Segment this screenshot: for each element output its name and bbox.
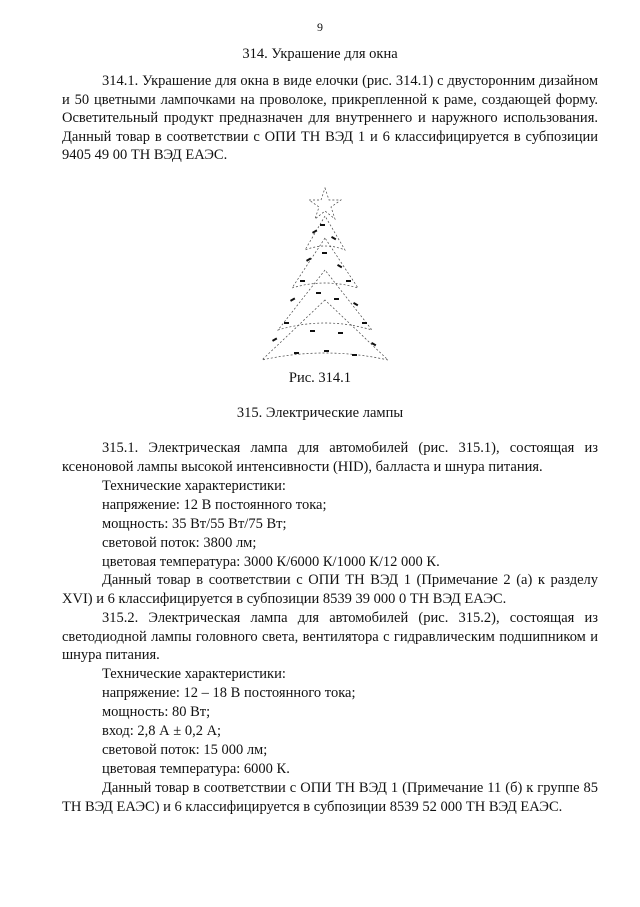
spec-1-voltage: напряжение: 12 В постоянного тока; xyxy=(102,497,327,513)
figure-caption-314-1: Рис. 314.1 xyxy=(288,370,352,386)
specs-1-title: Технические характеристики: xyxy=(102,478,286,494)
spec-1-color-temperature: цветовая температура: 3000 К/6000 К/1000 К/12 000 К. xyxy=(102,554,440,570)
paragraph-315-2: 315.2. Электрическая лампа для автомобилей (рис. 315.2), состоящая из светодиодной лампы головного света, вентилятора с гидравлическим подшипником и шнура питания. xyxy=(62,610,598,664)
specs-2-title: Технические характеристики: xyxy=(102,666,286,682)
spec-2-power: мощность: 80 Вт; xyxy=(102,704,211,720)
paragraph-315-1: 315.1. Электрическая лампа для автомобилей (рис. 315.1), состоящая из ксеноновой лампы высокой интенсивности (HID), балласта и шнура питания. xyxy=(62,440,598,475)
spec-2-color-temperature: цветовая температура: 6000 К. xyxy=(102,761,290,777)
section-315-heading: 315. Электрические лампы xyxy=(236,405,404,421)
paragraph-314-1: 314.1. Украшение для окна в виде елочки (рис. 314.1) с двусторонним дизайном и 50 цветными лампочками на проволоке, прикрепленной к раме, создающей форму. Осветительный продукт предназначен для внутреннего и наружного использования. Данный товар в соответствии с ОПИ ТН ВЭД 1 и 6 классифицируется в субпозиции 9405 49 00 ТН ВЭД ЕАЭС. xyxy=(62,73,598,164)
spec-1-power: мощность: 35 Вт/55 Вт/75 Вт; xyxy=(102,516,287,532)
classification-2: Данный товар в соответствии с ОПИ ТН ВЭД 1 (Примечание 11 (б) к группе 85 ТН ВЭД ЕАЭС) и 6 классифицируется в субпозиции 8539 52 000 ТН ВЭД ЕАЭС. xyxy=(62,780,598,815)
section-314-heading: 314. Украшение для окна xyxy=(242,46,398,62)
spec-2-input: вход: 2,8 А ± 0,2 А; xyxy=(102,723,222,739)
spec-1-luminous-flux: световой поток: 3800 лм; xyxy=(102,535,257,551)
page-number: 9 xyxy=(317,20,323,34)
spec-2-voltage: напряжение: 12 – 18 В постоянного тока; xyxy=(102,685,356,701)
spec-2-luminous-flux: световой поток: 15 000 лм; xyxy=(102,742,268,758)
classification-1: Данный товар в соответствии с ОПИ ТН ВЭД 1 (Примечание 2 (а) к разделу XVI) и 6 классифицируется в субпозиции 8539 39 000 0 ТН ВЭД ЕАЭС. xyxy=(62,572,598,607)
christmas-tree-figure xyxy=(250,180,400,365)
